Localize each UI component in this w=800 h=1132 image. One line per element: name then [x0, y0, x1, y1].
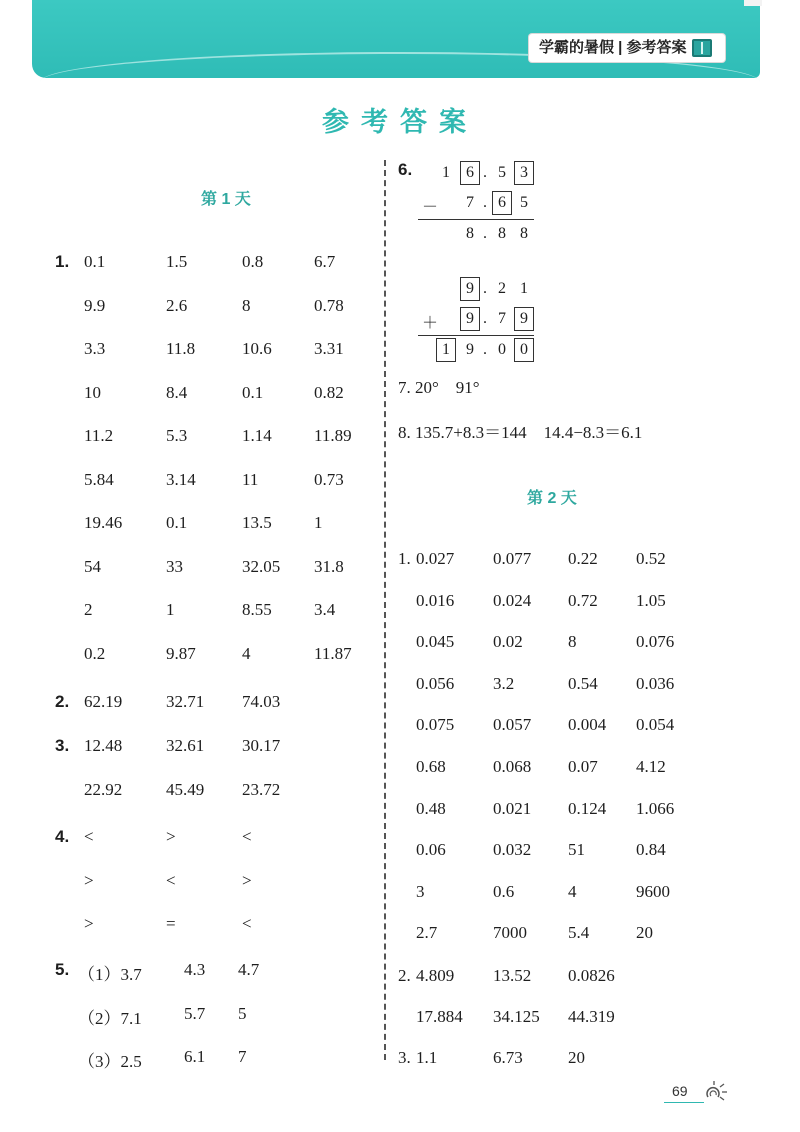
day1-q1-answer: 1 [314, 513, 323, 532]
q6-addition-result-digit: . [483, 341, 487, 358]
day1-q1-answer: 8 [242, 295, 251, 315]
day1-q5-answer: 5.7 [184, 1003, 206, 1023]
day2-q1-answer: 0.016 [416, 590, 455, 610]
q6-addition-result-digit: 9 [466, 341, 474, 358]
day2-q1-answer: 3 [416, 881, 425, 901]
day2-q1-answer: 4.12 [636, 757, 666, 776]
q6-addition-bottom-box: 9 [514, 307, 534, 331]
day2-q1-answer: 0.027 [416, 549, 455, 568]
day2-q1-answer: 0.057 [493, 715, 532, 735]
day1-q1-answer: 33 [166, 556, 183, 576]
q6-label: 6. [398, 160, 413, 179]
day2-q1-answer: 0.06 [416, 840, 446, 860]
day2-q1-answer: 0.84 [636, 840, 666, 860]
day2-q1-answer: 1.066 [636, 798, 675, 818]
day1-q3-answer: 23.72 [242, 779, 281, 799]
day2-q1-answer: 0.077 [493, 549, 532, 568]
page-number-underline [664, 1102, 704, 1103]
day1-q1-answer: 0.1 [84, 252, 106, 271]
q7-label: 7. [398, 378, 411, 397]
day2-q1-answer: 0.036 [636, 673, 675, 693]
day2-q1-answer: 4 [568, 881, 577, 901]
day1-q1-answer: 13.5 [242, 513, 272, 532]
q6-addition-result-digit: 0 [498, 341, 506, 358]
day1-q1-answer: 1.5 [166, 252, 188, 271]
q6-subtraction-top-digit: 5 [498, 164, 506, 181]
day2-q1-answer: 9600 [636, 881, 670, 901]
day2-q1-answer: 0.124 [568, 798, 607, 818]
day2-q3-answer: 6.73 [493, 1048, 523, 1067]
day1-q1-answer: 31.8 [314, 556, 344, 576]
day2-q1-answer: 0.72 [568, 590, 598, 610]
day2-q1-answer: 0.068 [493, 757, 532, 776]
page-title: 参考答案 [322, 107, 478, 137]
column-divider [384, 160, 386, 1060]
q6-addition-result-box: 0 [514, 338, 534, 362]
day2-q1-answer: 0.22 [568, 549, 598, 568]
day2-q1-answer: 0.045 [416, 632, 455, 652]
day1-q3-label: 3. [55, 736, 70, 755]
day2-q1-answer: 0.54 [568, 673, 598, 693]
day1-q5-answer: 6.1 [184, 1047, 206, 1066]
day2-q1-answer: 0.6 [493, 881, 515, 901]
day2-q2-answer: 0.0826 [568, 966, 615, 985]
q6-addition-result-box: 1 [436, 338, 456, 362]
q8-label: 8. [398, 423, 411, 442]
q6-addition-top-digit: . [483, 280, 487, 297]
day1-q1-answer: 0.73 [314, 469, 344, 489]
q6-subtraction-bottom-box: 6 [492, 191, 512, 215]
day1-q4-answer: > [242, 870, 252, 890]
day1-q1-label: 1. [55, 252, 70, 271]
day2-q2-answer: 34.125 [493, 1007, 540, 1026]
day1-q4-answer: < [166, 870, 176, 890]
q6-subtraction-operator: － [421, 199, 438, 216]
day2-q2-answer: 13.52 [493, 966, 532, 985]
day1-q1-answer: 5.84 [84, 469, 114, 489]
day2-q2-label: 2. [398, 966, 411, 985]
q6-subtraction-result-digit: 8 [498, 225, 506, 242]
day1-q1-answer: 32.05 [242, 556, 281, 576]
day1-q1-answer: 1 [166, 600, 175, 619]
day2-q1-answer: 0.056 [416, 673, 455, 693]
day1-q3-answer: 32.61 [166, 736, 205, 755]
day2-q1-label: 1. [398, 549, 411, 568]
day2-q1-answer: 0.075 [416, 715, 455, 735]
day1-q1-answer: 9.9 [84, 295, 106, 315]
day1-q5-answer: （1）3.7 [78, 965, 142, 984]
sun-swirl-icon [700, 1081, 728, 1103]
q6-addition-top-box: 9 [460, 277, 480, 301]
day1-q1-answer: 19.46 [84, 513, 123, 532]
day1-q1-answer: 10.6 [242, 339, 272, 358]
day1-q1-answer: 1.14 [242, 426, 272, 445]
day2-q2-answer: 17.884 [416, 1007, 463, 1026]
day1-q5-label: 5. [55, 960, 70, 979]
day1-q5-answer: 5 [238, 1003, 247, 1023]
page-number: 69 [672, 1083, 688, 1099]
day1-q1-answer: 0.1 [166, 513, 188, 532]
day1-q1-answer: 2.6 [166, 295, 188, 315]
day1-q1-answer: 11.2 [84, 426, 114, 445]
day2-q1-answer: 1.05 [636, 590, 666, 610]
q6-subtraction-result-digit: 8 [466, 225, 474, 242]
q6-addition-bottom-digit: . [483, 310, 487, 327]
day1-q3-answer: 22.92 [84, 779, 123, 799]
day1-q3-answer: 45.49 [166, 779, 205, 799]
day2-q1-answer: 0.52 [636, 549, 666, 568]
day1-q1-answer: 4 [242, 643, 251, 663]
day1-q1-answer: 0.1 [242, 382, 264, 402]
day1-q4-answer: > [84, 870, 94, 890]
day2-q2-answer: 4.809 [416, 966, 455, 985]
day2-q1-answer: 0.021 [493, 798, 532, 818]
day1-q1-answer: 8.55 [242, 600, 272, 619]
day2-q3-answer: 20 [568, 1048, 585, 1067]
day1-q2-answer: 74.03 [242, 692, 281, 711]
day1-q1-answer: 10 [84, 382, 101, 402]
q6-addition-bottom-box: 9 [460, 307, 480, 331]
q6-addition-top-digit: 1 [520, 280, 528, 297]
day1-q1-answer: 0.2 [84, 643, 106, 663]
day1-q1-answer: 9.87 [166, 643, 196, 663]
day1-q4-label: 4. [55, 827, 70, 846]
day2-q1-answer: 8 [568, 632, 577, 652]
day1-q1-answer: 3.3 [84, 339, 106, 358]
day1-q2-answer: 62.19 [84, 692, 123, 711]
day1-q1-answer: 2 [84, 600, 93, 619]
day2-q3-answer: 1.1 [416, 1048, 438, 1067]
book-label: 学霸的暑假 | 参考答案 [529, 34, 725, 62]
day2-q1-answer: 7000 [493, 923, 527, 943]
book-icon [692, 39, 712, 57]
day2-q1-answer: 0.076 [636, 632, 675, 652]
day1-heading: 第 1 天 [201, 191, 251, 208]
day1-q4-answer: < [242, 914, 252, 933]
day1-q1-answer: 6.7 [314, 252, 336, 271]
q6-addition-operator: ＋ [421, 315, 438, 332]
day1-q4-answer: < [242, 827, 252, 846]
day1-q3-answer: 12.48 [84, 736, 123, 755]
day1-q1-answer: 0.78 [314, 295, 344, 315]
q6-subtraction-bottom-digit: . [483, 194, 487, 211]
day2-q1-answer: 0.02 [493, 632, 523, 652]
day1-q1-answer: 54 [84, 556, 101, 576]
day1-q4-answer: > [84, 914, 94, 933]
day1-q1-answer: 3.14 [166, 469, 196, 489]
day1-q5-answer: 7 [238, 1047, 247, 1066]
page-corner [744, 0, 762, 6]
day1-q1-answer: 8.4 [166, 382, 188, 402]
day1-q5-answer: （3）2.5 [78, 1052, 142, 1071]
day1-q1-answer: 0.8 [242, 252, 264, 271]
day2-q1-answer: 51 [568, 840, 585, 860]
day1-q1-answer: 5.3 [166, 426, 188, 445]
day1-q5-answer: （2）7.1 [78, 1008, 142, 1028]
day1-q4-answer: > [166, 827, 176, 846]
day2-q1-answer: 0.032 [493, 840, 532, 860]
day2-q1-answer: 20 [636, 923, 653, 943]
day2-q3-label: 3. [398, 1048, 411, 1067]
day1-q2-label: 2. [55, 692, 70, 711]
q6-subtraction-top-box: 3 [514, 161, 534, 185]
day1-q1-answer: 11 [242, 469, 259, 489]
day1-q1-answer: 11.87 [314, 643, 352, 663]
q6-subtraction-result-digit: 8 [520, 225, 528, 242]
q6-subtraction-top-digit: 1 [442, 164, 450, 181]
q6-subtraction-result-digit: . [483, 225, 487, 242]
q6-subtraction-bottom-digit: 7 [466, 194, 474, 211]
day1-q1-answer: 11.8 [166, 339, 196, 358]
day2-q1-answer: 0.054 [636, 715, 675, 735]
day2-q1-answer: 0.48 [416, 798, 446, 818]
day1-q4-answer: = [166, 914, 176, 933]
day1-q5-answer: 4.7 [238, 960, 260, 979]
q6-subtraction-top-digit: . [483, 164, 487, 181]
day2-q1-answer: 0.07 [568, 757, 598, 776]
day1-q1-answer: 3.31 [314, 339, 344, 358]
q6-subtraction-top-box: 6 [460, 161, 480, 185]
day2-q1-answer: 3.2 [493, 673, 515, 693]
q7-answer [398, 378, 480, 398]
day1-q5-answer: 4.3 [184, 960, 206, 979]
day2-q1-answer: 0.024 [493, 590, 532, 610]
day2-heading: 第 2 天 [527, 490, 577, 507]
day1-q2-answer: 32.71 [166, 692, 205, 711]
q8-text: 135.7+8.3＝144 14.4−8.3＝6.1 [415, 423, 643, 442]
q8-answer [398, 418, 642, 443]
day1-q1-answer: 11.89 [314, 426, 352, 445]
q6-subtraction-line [418, 219, 534, 220]
day1-q1-answer: 0.82 [314, 382, 344, 402]
day2-q2-answer: 44.319 [568, 1007, 615, 1026]
q6-subtraction-bottom-digit: 5 [520, 194, 528, 211]
day2-q1-answer: 5.4 [568, 923, 590, 943]
q6-addition-bottom-digit: 7 [498, 310, 506, 327]
q6-addition-top-digit: 2 [498, 280, 506, 297]
day1-q1-answer: 3.4 [314, 600, 336, 619]
day2-q1-answer: 0.004 [568, 715, 607, 735]
q7-text: 20° 91° [415, 378, 480, 397]
q6-addition-line [418, 335, 534, 336]
day2-q1-answer: 2.7 [416, 923, 438, 943]
day2-q1-answer: 0.68 [416, 757, 446, 776]
day1-q4-answer: < [84, 827, 94, 846]
day1-q3-answer: 30.17 [242, 736, 281, 755]
